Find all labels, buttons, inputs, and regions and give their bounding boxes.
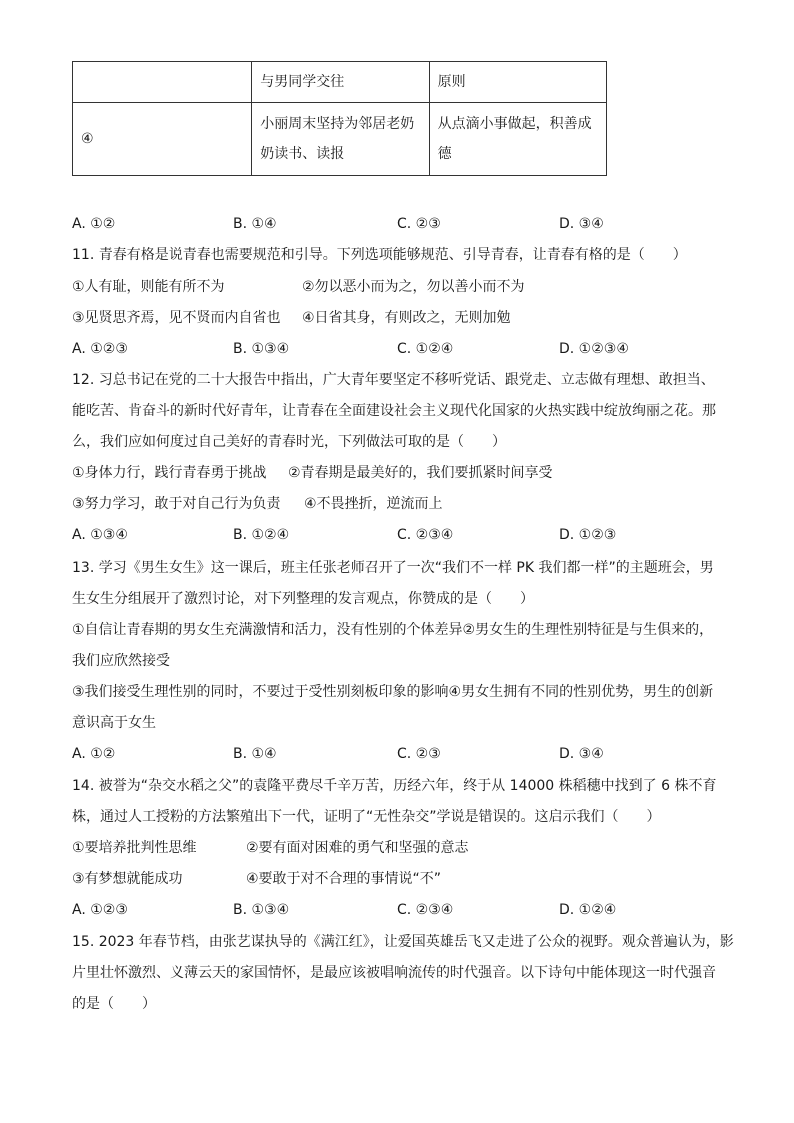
table-cell-principle xyxy=(429,103,606,176)
q14-statement-4: ④要敢于对不合理的事情说“不” xyxy=(246,871,442,887)
q15-stem-line3: 的是（ ） xyxy=(72,996,156,1012)
q11-statement-2: ②勿以恶小而为之，勿以善小而不为 xyxy=(302,279,525,295)
q13-statements-1-2: ①自信让青春期的男女生充满激情和活力，没有性别的个体差异②男女生的生理性别特征是与生俱来的， xyxy=(72,622,714,638)
q12-statement-2: ②青春期是最美好的，我们要抓紧时间享受 xyxy=(288,465,553,481)
q14-option-c[interactable]: C. ②③④ xyxy=(397,902,454,918)
table-cell-number: ④ xyxy=(73,103,252,176)
q14-statement-3: ③有梦想就能成功 xyxy=(72,871,183,887)
q14-option-a[interactable]: A. ①②③ xyxy=(72,902,128,918)
q11-statement-1: ①人有耻，则能有所不为 xyxy=(72,279,225,295)
q11-statement-3: ③见贤思齐焉，见不贤而内自省也 xyxy=(72,310,281,326)
q11-options xyxy=(72,339,692,359)
q10-option-b[interactable]: B. ①④ xyxy=(233,216,277,232)
q13-option-b[interactable]: B. ①④ xyxy=(233,746,277,762)
q10-option-a[interactable]: A. ①② xyxy=(72,216,116,232)
q12-statement-3: ③努力学习，敢于对自己行为负责 xyxy=(72,496,281,512)
q12-stem-line3: 么，我们应如何度过自己美好的青春时光，下列做法可取的是（ ） xyxy=(72,434,506,450)
q12-options xyxy=(72,525,692,545)
q12-statement-1: ①身体力行，践行青春勇于挑战 xyxy=(72,465,267,481)
q12-stem-line1: 12. 习总书记在党的二十大报告中指出，广大青年要坚定不移听党话、跟党走、立志做有理想、敢担当、 xyxy=(72,372,715,388)
q15-stem-line1: 15. 2023 年春节档，由张艺谋执导的《满江红》，让爱国英雄岳飞又走进了公众的视野。观众普遍认为，影 xyxy=(72,934,734,950)
q13-statement-2-cont: 我们应欣然接受 xyxy=(72,653,170,669)
q11-option-b[interactable]: B. ①③④ xyxy=(233,341,290,357)
q14-option-b[interactable]: B. ①③④ xyxy=(233,902,290,918)
q14-option-d[interactable]: D. ①②④ xyxy=(559,902,617,918)
q11-option-c[interactable]: C. ①②④ xyxy=(397,341,454,357)
q10-options xyxy=(72,214,692,234)
q14-statement-2: ②要有面对困难的勇气和坚强的意志 xyxy=(246,840,469,856)
q13-stem-line2: 生女生分组展开了激烈讨论，对下列整理的发言观点，你赞成的是（ ） xyxy=(72,591,534,607)
q13-statement-4-cont: 意识高于女生 xyxy=(72,715,156,731)
table-cell-scenario xyxy=(252,103,429,176)
q11-option-d[interactable]: D. ①②③④ xyxy=(559,341,629,357)
q15-stem-line2: 片里壮怀激烈、义薄云天的家国情怀，是最应该被唱响流传的时代强音。以下诗句中能体现这一时代强音 xyxy=(72,965,716,981)
q13-stem-line1: 13. 学习《男生女生》这一课后，班主任张老师召开了一次“我们不一样 PK 我们都一样”的主题班会，男 xyxy=(72,560,714,576)
q12-option-a[interactable]: A. ①③④ xyxy=(72,527,128,543)
table-header-cell-principle: 原则 xyxy=(429,62,606,103)
q11-stem: 11. 青春有格是说青春也需要规范和引导。下列选项能够规范、引导青春，让青春有格的是（ ） xyxy=(72,247,687,263)
table-row xyxy=(73,103,607,176)
table-header-row xyxy=(73,62,607,103)
q14-options xyxy=(72,900,692,920)
q12-stem-line2: 能吃苦、肯奋斗的新时代好青年，让青春在全面建设社会主义现代化国家的火热实践中绽放绚丽之花。那 xyxy=(72,403,716,419)
table-cell-principle-line1: 从点滴小事做起，积善成 xyxy=(437,116,592,132)
q13-options xyxy=(72,744,692,764)
q14-stem-line2: 株，通过人工授粉的方法繁殖出下一代，证明了“无性杂交”学说是错误的。这启示我们（ ） xyxy=(72,809,661,825)
q13-statements-3-4: ③我们接受生理性别的同时，不要过于受性别刻板印象的影响④男女生拥有不同的性别优势，男生的创新 xyxy=(72,684,714,700)
q13-option-c[interactable]: C. ②③ xyxy=(397,746,441,762)
table-cell-principle-line2: 德 xyxy=(437,146,452,162)
q13-option-a[interactable]: A. ①② xyxy=(72,746,116,762)
table-cell-scenario-line1: 小丽周末坚持为邻居老奶 xyxy=(260,116,415,132)
q11-statement-4: ④日省其身，有则改之，无则加勉 xyxy=(302,310,511,326)
q10-option-d[interactable]: D. ③④ xyxy=(559,216,604,232)
q12-statement-4: ④不畏挫折，逆流而上 xyxy=(304,496,443,512)
q12-option-c[interactable]: C. ②③④ xyxy=(397,527,454,543)
scenario-table xyxy=(72,61,607,176)
table-header-cell-empty xyxy=(73,62,252,103)
q10-option-c[interactable]: C. ②③ xyxy=(397,216,441,232)
q12-option-b[interactable]: B. ①②④ xyxy=(233,527,290,543)
q13-option-d[interactable]: D. ③④ xyxy=(559,746,604,762)
q14-statement-1: ①要培养批判性思维 xyxy=(72,840,197,856)
q14-stem-line1: 14. 被誉为“杂交水稻之父”的袁隆平费尽千辛万苦，历经六年，终于从 14000 株稻穗中找到了 6 株不育 xyxy=(72,778,717,794)
q12-option-d[interactable]: D. ①②③ xyxy=(559,527,617,543)
table-header-cell-scenario: 与男同学交往 xyxy=(252,62,429,103)
q11-option-a[interactable]: A. ①②③ xyxy=(72,341,128,357)
table-cell-scenario-line2: 奶读书、读报 xyxy=(260,146,345,162)
